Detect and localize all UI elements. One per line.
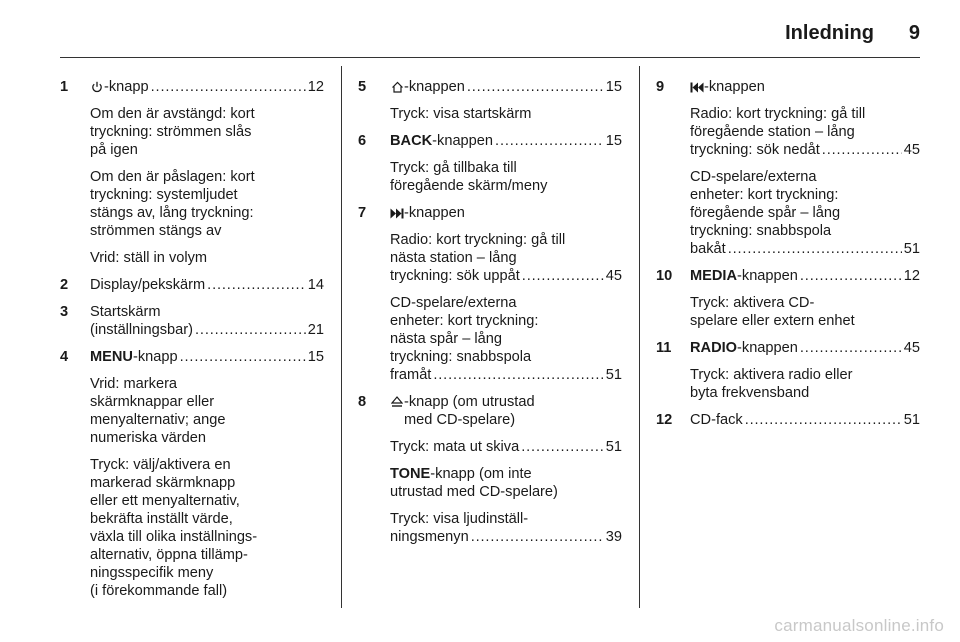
- entry-label: -knappen: [404, 79, 465, 95]
- entry-label: -knappen: [737, 268, 798, 284]
- entry-11: [656, 339, 920, 402]
- entry-label: -knappen: [704, 79, 765, 95]
- entry-page: 21: [307, 322, 324, 338]
- entry-label: -knapp (om utrustad med CD-spelare): [404, 394, 535, 428]
- entry-label: CD-fack: [690, 412, 743, 428]
- entry-number: 4: [60, 349, 69, 365]
- entry-desc: Tryck: gå tillbaka till föregående skärm/meny: [390, 160, 548, 194]
- entry-page: 15: [307, 349, 324, 365]
- entry-number: 11: [656, 340, 672, 356]
- entry-page: 12: [903, 268, 920, 284]
- entry-desc: Radio: kort tryckning: gå till föregående station – lång: [690, 106, 866, 140]
- entry-page: 51: [605, 367, 622, 383]
- entry-label: (inställningsbar): [90, 322, 194, 338]
- entry-3: [60, 303, 324, 339]
- column-3: [656, 78, 920, 429]
- entry-label: -knapp (om inte utrustad med CD-spelare): [390, 466, 558, 500]
- entry-number: 3: [60, 304, 69, 320]
- entry-number: 5: [358, 79, 367, 95]
- entry-page: 45: [903, 340, 920, 356]
- entry-page: 51: [605, 439, 622, 455]
- power-icon: [90, 78, 104, 96]
- watermark: carmanualsonline.info: [774, 616, 944, 635]
- entry-number: 7: [358, 205, 367, 221]
- column-divider-1: [341, 66, 342, 608]
- entry-desc: CD-spelare/externa enheter: kort tryckning: föregående spår – lång tryckning: snabbspola: [690, 169, 841, 239]
- entry-desc: ningsmenyn: [390, 529, 469, 545]
- entry-desc: framåt: [390, 367, 432, 383]
- key-name: RADIO: [690, 340, 738, 356]
- entry-desc: tryckning: sök nedåt: [690, 142, 820, 158]
- entry-number: 9: [656, 79, 665, 95]
- entry-desc: CD-spelare/externa enheter: kort tryckning: nästa spår – lång tryckning: snabbspola: [390, 295, 539, 365]
- entry-label: Display/pekskärm: [90, 277, 206, 293]
- entry-number: 10: [656, 268, 673, 284]
- entry-number: 8: [358, 394, 367, 410]
- key-name: TONE: [390, 466, 431, 482]
- home-icon: [390, 78, 404, 96]
- page-header: [60, 18, 920, 48]
- entry-desc: Om den är avstängd: kort tryckning: strömmen slås på igen: [90, 106, 255, 158]
- entry-desc: Tryck: mata ut skiva: [390, 439, 520, 455]
- key-name: MENU: [90, 349, 133, 365]
- entry-desc: bakåt: [690, 241, 726, 257]
- entry-label: -knapp: [104, 79, 149, 95]
- entry-desc: Tryck: välj/aktivera en markerad skärmknapp eller ett menyalternativ, bekräfta inställt värde, växla till olika inställnings- alternativ, öppna tillämp- ningsspecifik meny (i förekommande fall): [90, 457, 258, 599]
- entry-page: 51: [903, 241, 920, 257]
- eject-icon: [390, 393, 404, 429]
- column-divider-2: [639, 66, 640, 608]
- entry-desc: Tryck: visa ljudinställ-: [390, 511, 529, 527]
- page-number: 9: [908, 22, 920, 44]
- entry-desc: Vrid: markera skärmknappar eller menyalternativ; ange numeriska värden: [90, 376, 226, 446]
- entry-number: 12: [656, 412, 673, 428]
- entry-10: [656, 267, 920, 330]
- entry-desc: Tryck: aktivera CD- spelare eller extern enhet: [690, 295, 855, 329]
- entry-page: 45: [605, 268, 622, 284]
- entry-page: 15: [605, 79, 622, 95]
- column-1: [60, 78, 324, 600]
- entry-6: [358, 132, 622, 195]
- header-rule: [60, 57, 920, 58]
- entry-page: 12: [307, 79, 324, 95]
- entry-label: Startskärm: [90, 304, 161, 320]
- entry-8: [358, 393, 622, 546]
- entry-desc: tryckning: sök uppåt: [390, 268, 520, 284]
- entry-desc: Vrid: ställ in volym: [90, 250, 208, 266]
- entry-label: -knapp: [132, 349, 178, 365]
- key-name: MEDIA: [690, 268, 738, 284]
- entry-2: [60, 276, 324, 294]
- entry-page: 45: [903, 142, 920, 158]
- entry-number: 1: [60, 79, 69, 95]
- entry-9: [656, 78, 920, 258]
- entry-desc: Tryck: visa startskärm: [390, 106, 532, 122]
- entry-page: 51: [903, 412, 920, 428]
- entry-desc: Tryck: aktivera radio eller byta frekvensband: [690, 367, 853, 401]
- entry-5: [358, 78, 622, 123]
- entry-number: 2: [60, 277, 69, 293]
- entry-desc: Om den är påslagen: kort tryckning: systemljudet stängs av, lång tryckning: strömmen stängs av: [90, 169, 255, 239]
- entry-label: -knappen: [432, 133, 494, 149]
- entry-desc: Radio: kort tryckning: gå till nästa station – lång: [390, 232, 566, 266]
- key-name: BACK: [390, 133, 433, 149]
- entry-page: 39: [605, 529, 622, 545]
- skip-forward-icon: [390, 204, 404, 222]
- entry-label: -knappen: [404, 205, 465, 221]
- entry-page: 14: [307, 277, 324, 293]
- skip-back-icon: [690, 78, 704, 96]
- entry-12: [656, 411, 920, 429]
- entry-page: 15: [605, 133, 622, 149]
- entry-label: -knappen: [737, 340, 798, 356]
- entry-1: [60, 78, 324, 267]
- page-title: Inledning: [785, 22, 874, 44]
- column-2: [358, 78, 622, 546]
- entry-number: 6: [358, 133, 367, 149]
- entry-4: [60, 348, 324, 600]
- entry-7: [358, 204, 622, 384]
